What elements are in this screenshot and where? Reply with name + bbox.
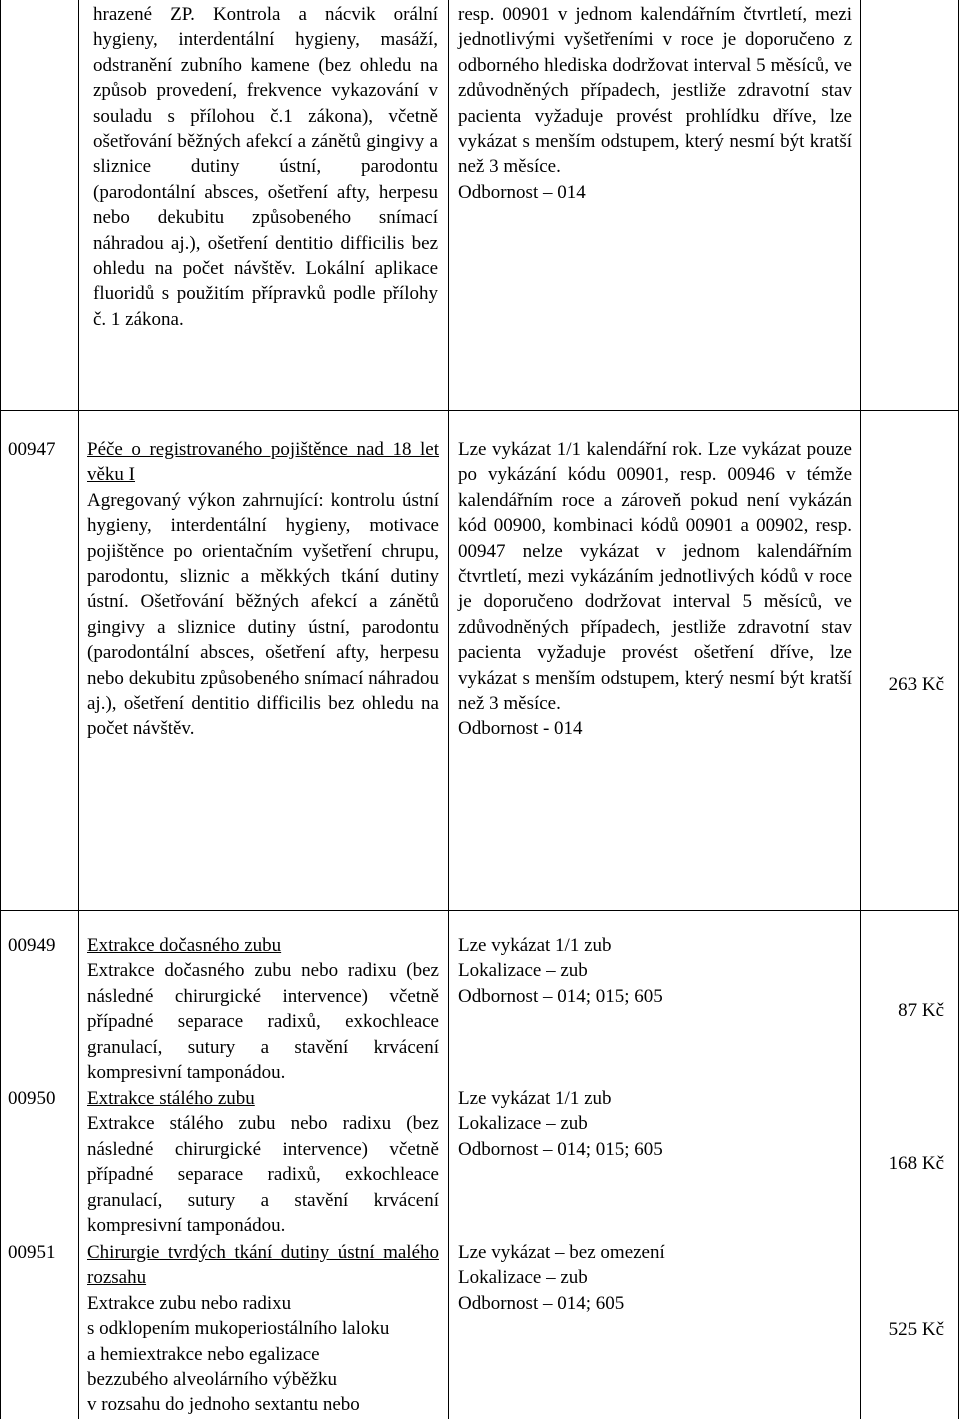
procedure-code: 00947 — [8, 439, 56, 460]
top-note-cell — [458, 2, 852, 205]
procedure-title: Chirurgie tvrdých tkání dutiny ústní malého rozsahu — [87, 1242, 439, 1289]
procedure-note: Lze vykázat 1/1 kalendářní rok. Lze vykázat pouze po vykázání kódu 00901, resp. 00946 v témže kalendářním roce a zároveň pokud není vykázán kód 00900, kombinaci kódů 00901 a 00902, resp. 00947 nelze vykázat v jednom kalendářním čtvrtletí, mezi vykázáním jednotlivých kódů v roce je doporučeno dodržovat interval 5 měsíců, ve zdůvodněných případech, jestliže zdravotní stav pacienta vyžaduje provést ošetření dříve, lze vykázat s menším odstupem, který nesmí být kratší než 3 měsíce. — [458, 439, 852, 715]
procedure-note-line: Odbornost – 014; 015; 605 — [458, 1138, 663, 1160]
procedure-code: 00950 — [8, 1088, 56, 1109]
procedure-title: Extrakce dočasného zubu — [87, 935, 282, 956]
procedure-price: 168 Kč — [888, 1153, 944, 1174]
procedure-note-line: Odbornost – 014; 015; 605 — [458, 985, 663, 1007]
procedure-note-line: Lokalizace – zub — [458, 960, 588, 982]
grid-left-edge — [0, 0, 1, 1419]
grid-row-divider-1 — [0, 410, 959, 411]
procedure-title: Extrakce stálého zubu — [87, 1088, 255, 1109]
procedure-title: Péče o registrovaného pojištěnce nad 18 let věku I — [87, 439, 439, 486]
procedure-description-line: Extrakce zubu nebo radixu — [87, 1292, 292, 1314]
procedure-price: 525 Kč — [888, 1319, 944, 1340]
grid-row-divider-2 — [0, 910, 959, 911]
table-row-00951-code-cell — [8, 1240, 76, 1265]
procedure-code: 00951 — [8, 1242, 56, 1263]
procedure-description: Extrakce stálého zubu nebo radixu (bez následné chirurgické intervence) včetně případné separace radixů, exkochleace granulací, sutury a stavění krvácení kompresivní tamponádou. — [87, 1113, 439, 1237]
table-row-00949-note-cell — [458, 933, 852, 1009]
table-row-00951-desc-cell — [87, 1240, 439, 1418]
top-description-cell — [93, 2, 438, 332]
procedure-description-line: bezzubého alveolárního výběžku — [87, 1369, 338, 1391]
procedure-description-line: s odklopením mukoperiostálního laloku — [87, 1318, 390, 1340]
procedure-specialty: Odbornost - 014 — [458, 718, 583, 740]
procedure-description: Extrakce dočasného zubu nebo radixu (bez následné chirurgické intervence) včetně případné separace radixů, exkochleace granulací, sutury a stavění krvácení kompresivní tamponádou. — [87, 960, 439, 1084]
procedure-description-line: a hemiextrakce nebo egalizace — [87, 1343, 320, 1365]
grid-right-edge — [958, 0, 959, 1419]
table-row-00950-code-cell — [8, 1086, 76, 1111]
grid-col-divider-code — [78, 0, 79, 1419]
table-row-00951-note-cell — [458, 1240, 852, 1316]
procedure-note-line: Lze vykázat – bez omezení — [458, 1242, 665, 1263]
procedure-description: Agregovaný výkon zahrnující: kontrolu ústní hygieny, interdentální hygieny, motivace pojištěnce po orientačním vyšetření chrupu, parodontu, sliznic a měkkých tkání dutiny ústní. Ošetřování běžných afekcí a zánětů gingivy a sliznice dutiny ústní, parodontu (parodontální absces, ošetření afty, herpesu nebo dekubitu způsobeného snímací náhradou aj.), ošetření dentitio difficilis bez ohledu na počet návštěv. — [87, 489, 439, 740]
table-row-00947-code-cell — [8, 437, 76, 462]
table-row-00949-code-cell — [8, 933, 76, 958]
top-note-specialty: Odbornost – 014 — [458, 181, 586, 203]
procedure-note-line: Lokalizace – zub — [458, 1113, 588, 1135]
procedure-note-line: Lokalizace – zub — [458, 1267, 588, 1289]
table-row-00949-desc-cell — [87, 933, 439, 1085]
procedure-note-line: Lze vykázat 1/1 zub — [458, 935, 612, 956]
procedure-code: 00949 — [8, 935, 56, 956]
table-row-00950-desc-cell — [87, 1086, 439, 1238]
top-description-text: hrazené ZP. Kontrola a nácvik orální hygieny, interdentální hygieny, masáží, odstranění zubního kamene (bez ohledu na způsob provedení, frekvence vykazování v souladu s přílohou č.1 zákona), včetně ošetřování běžných afekcí a zánětů gingivy a sliznice dutiny ústní, parodontu (parodontální absces, ošetření afty, herpesu nebo dekubitu způsobeného snímací náhradou aj.), ošetření dentitio difficilis bez ohledu na počet návštěv. Lokální aplikace fluoridů s použitím přípravků podle přílohy č. 1 zákona. — [93, 4, 438, 330]
grid-col-divider-note — [860, 0, 861, 1419]
procedure-description-line: v rozsahu do jednoho sextantu nebo — [87, 1394, 360, 1416]
table-row-00947-desc-cell — [87, 437, 439, 742]
procedure-price: 87 Kč — [898, 1000, 944, 1021]
grid-col-divider-desc — [448, 0, 449, 1419]
table-row-00947-note-cell — [458, 437, 852, 742]
procedure-note-line: Odbornost – 014; 605 — [458, 1292, 625, 1314]
table-row-00950-note-cell — [458, 1086, 852, 1162]
procedure-note-line: Lze vykázat 1/1 zub — [458, 1088, 612, 1109]
procedure-price: 263 Kč — [888, 674, 944, 695]
top-note-text: resp. 00901 v jednom kalendářním čtvrtletí, mezi jednotlivými vyšetřeními v roce je doporučeno z odborného hlediska dodržovat interval 5 měsíců, ve zdůvodněných případech, jestliže zdravotní stav pacienta vyžaduje provést prohlídku dříve, lze vykázat s menším odstupem, který nesmí být kratší než 3 měsíce. — [458, 4, 852, 178]
